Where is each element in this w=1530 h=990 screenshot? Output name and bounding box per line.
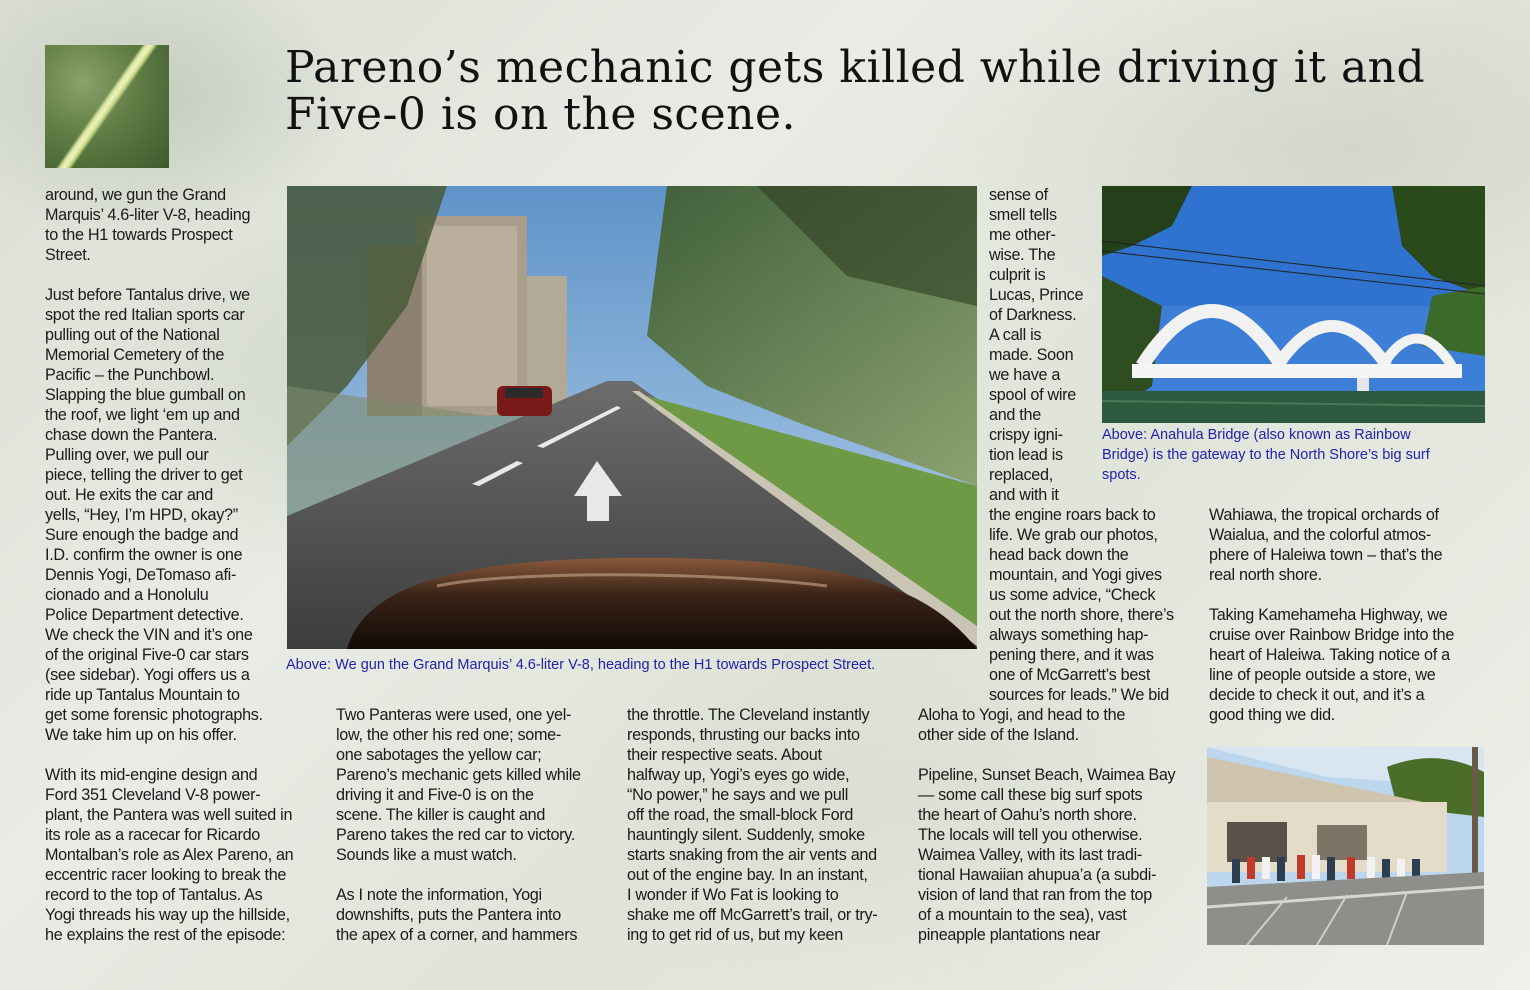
anthurium-thumbnail-image	[45, 45, 169, 168]
haleiwa-store-line-photo	[1207, 747, 1484, 945]
main-road-photo	[287, 186, 977, 649]
body-column-2: Two Panteras were used, one yel- low, the other his red one; some- one sabotages the yellow car; Pareno’s mechanic gets killed while driving it and Five-0 is on the scene. The killer is caught and Pareno takes the red car to victory. Sounds like a must watch. As I note the information, Yogi downshifts, puts the Pantera into the apex of a corner, and hammers	[336, 706, 581, 944]
bridge-photo-caption: Above: Anahula Bridge (also known as Rainbow Bridge) is the gateway to the North Shore’s big surf spots.	[1102, 427, 1430, 483]
main-photo-caption: Above: We gun the Grand Marquis’ 4.6-liter V-8, heading to the H1 towards Prospect Street.	[286, 657, 876, 673]
body-column-1: around, we gun the Grand Marquis’ 4.6-liter V-8, heading to the H1 towards Prospect Street. Just before Tantalus drive, we spot the red Italian sports car pulling out of the National Memorial Cemetery of the Pacific – the Punchbowl. Slapping the blue gumball on the roof, we light ‘em up and chase down the Pantera. Pulling over, we pull our piece, telling the driver to get out. He exits the car and yells, “Hey, I’m HPD, okay?” Sure enough the badge and I.D. confirm the owner is one Dennis Yogi, DeTomaso afi- cionado and a Honolulu Police Department detective. We check the VIN and it’s one of the original Five-0 car stars (see sidebar). Yogi offers us a ride up Tantalus Mountain to get some forensic photographs. We take him up on his offer. With its mid-engine design and Ford 351 Cleveland V-8 power- plant, the Pantera was well suited in its role as a racecar for Ricardo Montalban’s role as Alex Pareno, an eccentric racer looking to break the record to the top of Tantalus. As Yogi threads his way up the hillside, he explains the rest of the episode:	[45, 186, 294, 944]
headline: Pareno’s mechanic gets killed while driving it and Five-0 is on the scene.	[285, 42, 1426, 140]
body-column-3: the throttle. The Cleveland instantly responds, thrusting our backs into their respective seats. About halfway up, Yogi’s eyes go wide, “No power,” he says and we pull off the road, the small-block Ford hauntingly silent. Suddenly, smoke starts snaking from the air vents and out of the engine bay. In an instant, I wonder if Wo Fat is looking to shake me off McGarrett’s trail, or try- ing to get rid of us, but my keen	[627, 706, 878, 944]
body-column-4-narrow: sense of smell tells me other- wise. The culprit is Lucas, Prince of Darkness. A call is made. Soon we have a spool of wire and the crispy igni- tion lead is replaced, and with it	[989, 186, 1084, 504]
body-column-4-lower: Aloha to Yogi, and head to the other side of the Island. Pipeline, Sunset Beach, Waimea Bay — some call these big surf spots the heart of Oahu’s north shore. The locals will tell you otherwise. Waimea Valley, with its last tradi- tional Hawaiian ahupua’a (a subdi- vision of land that ran from the top of a mountain to the sea), vast pineapple plantations near	[918, 706, 1176, 944]
body-column-5: Wahiawa, the tropical orchards of Waialua, and the colorful atmos- phere of Haleiwa town – that’s the real north shore. Taking Kamehameha Highway, we cruise over Rainbow Bridge into the heart of Haleiwa. Taking notice of a line of people outside a store, we decide to check it out, and it’s a good thing we did.	[1209, 506, 1455, 724]
rainbow-bridge-photo	[1102, 186, 1485, 423]
body-column-4-mid: the engine roars back to life. We grab our photos, head back down the mountain, and Yogi gives us some advice, “Check out the north shore, there’s always something hap- pening there, and it was one of McGarrett’s best sources for leads.” We bid	[989, 506, 1174, 704]
